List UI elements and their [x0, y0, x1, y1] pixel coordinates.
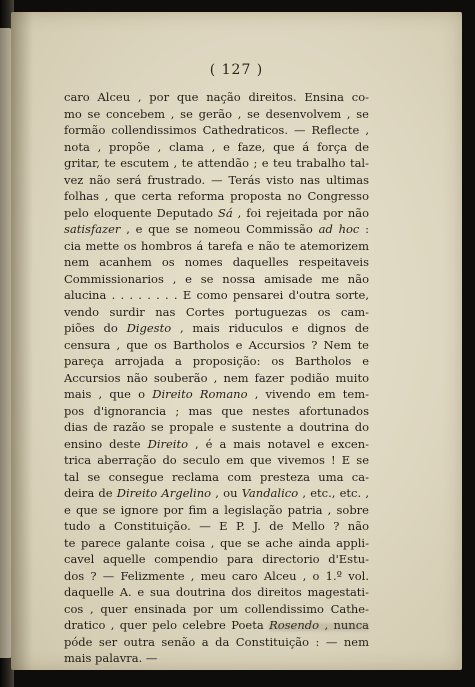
text-line: dias de razão se propale e sustente a doutrina do	[64, 420, 369, 434]
text-line: dratico , quer pelo celebre Poeta Rosendo , nunca	[64, 618, 370, 632]
text-line: alucina . . . . . . . . E como pensarei d'outra sorte,	[64, 288, 369, 302]
text-line: daquelle A. e sua doutrina dos direitos magestati-	[64, 585, 369, 599]
text-line: vendo surdir nas Cortes portuguezas os cam-	[64, 304, 369, 319]
text-line: tal se consegue reclama com presteza uma ca-	[64, 469, 369, 484]
text-line: cia mette os hombros á tarefa e não te atemorizem	[64, 238, 369, 253]
text-line: mais , que o Direito Romano , vivendo em tem-	[64, 387, 369, 401]
text-line: te parece galante coisa , que se ache ainda appli-	[64, 535, 369, 550]
text-line: mais palavra. —	[64, 651, 158, 665]
text-line: vez não será frustrado. — Terás visto nas ultimas	[64, 172, 369, 187]
text-line: gritar, te escutem , te attendão ; e teu trabalho tal-	[64, 156, 369, 170]
text-line: censura , que os Bartholos e Accursios ? Nem te	[64, 337, 369, 352]
text-line: tudo a Constituição. — E P. J. de Mello ? não	[64, 519, 369, 533]
text-line: piões do Digesto , mais riduculos e dignos de	[64, 321, 369, 335]
body-text	[64, 89, 369, 667]
text-line: pareça arrojada a proposição: os Bartholos e	[64, 354, 369, 368]
text-line: póde ser outra senão a da Constituição : — nem	[64, 634, 369, 649]
text-line: cos , quer ensinada por um collendissimo Cathe-	[64, 601, 369, 616]
text-line: ensino deste Direito , é a mais notavel e excen-	[64, 436, 369, 451]
book-page	[11, 12, 462, 670]
text-line: Commissionarios , e se nossa amisade me não	[64, 271, 369, 286]
text-line: nem acanhem os nomes daquelles respeitaveis	[64, 255, 369, 269]
text-line: nota , propõe , clama , e faze, que á força de	[64, 139, 369, 154]
text-line: Accursios não souberão , nem fazer podião muito	[64, 370, 369, 385]
text-line: trica aberração do seculo em que vivemos ! E se	[64, 453, 369, 467]
text-line: cavel aquelle compendio para directorio d'Estu-	[64, 552, 369, 566]
text-line: folhas , que certa reforma proposta no Congresso	[64, 189, 369, 203]
text-line: deira de Direito Argelino , ou Vandalico , etc., etc. ,	[64, 486, 369, 500]
text-line: caro Alceu , por que nação direitos. Ensina co-	[64, 90, 369, 104]
text-line: dos ? — Felizmente , meu caro Alceu , o 1.º vol.	[64, 568, 369, 583]
text-line: pos d'ignorancia ; mas que nestes afortunados	[64, 403, 369, 418]
text-line: e que se ignore por fim a legislação patria , sobre	[64, 502, 369, 517]
page-number: ( 127 )	[209, 62, 264, 78]
text-line: pelo eloquente Deputado Sá , foi rejeitada por não	[64, 205, 370, 220]
text-line: satisfazer , e que se nomeou Commissão ad hoc :	[64, 222, 370, 236]
text-line: mo se concebem , se gerão , se desenvolvem , se	[64, 106, 369, 121]
text-line: formão collendissimos Cathedraticos. — Reflecte ,	[64, 123, 369, 137]
ink-bleed-mark	[269, 623, 369, 631]
